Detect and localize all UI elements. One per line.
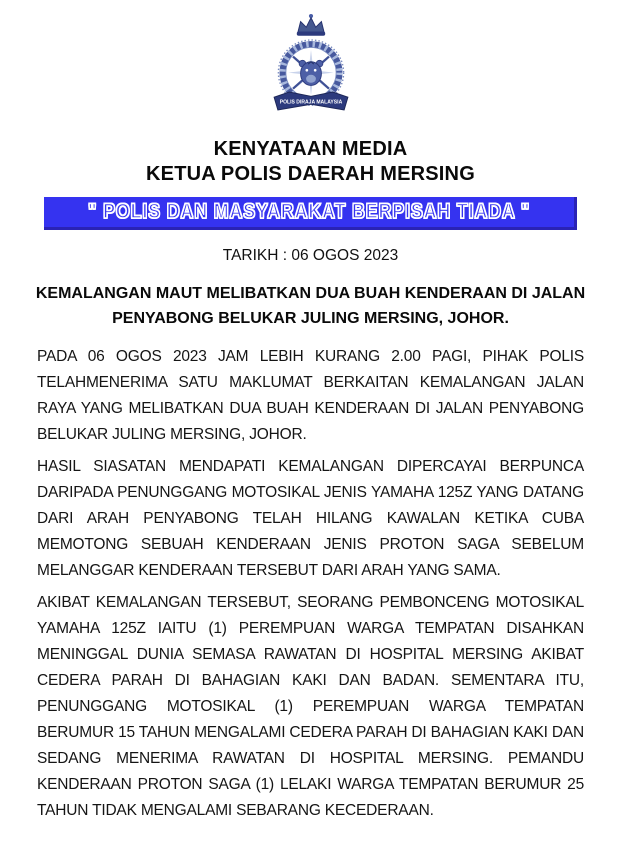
headline: KEMALANGAN MAUT MELIBATKAN DUA BUAH KENDERAAN DI JALAN PENYABONG BELUKAR JULING MERSING, JOHOR. [35,285,586,327]
motto-text: " POLIS DAN MASYARAKAT BERPISAH TIADA " [87,200,531,223]
title-block [0,137,621,187]
royal-malaysia-police-crest-logo [263,13,359,119]
ribbon-text: POLIS DIRAJA MALAYSIA [279,99,342,106]
paragraph-1: PADA 06 OGOS 2023 JAM LEBIH KURANG 2.00 PAGI, PIHAK POLIS TELAHMENERIMA SATU MAKLUMAT BERKAITAN KEMALANGAN JALAN RAYA YANG MELIBATKAN DUA BUAH KENDERAAN DI JALAN PENYABONG BELUKAR JULING MERSING, JOHOR. [37,348,584,443]
crown-icon [296,14,324,36]
paragraph-2: HASIL SIASATAN MENDAPATI KEMALANGAN DIPERCAYAI BERPUNCA DARIPADA PENUNGGANG MOTOSIKAL JENIS YAMAHA 125Z YANG DATANG DARI ARAH PENYABONG TELAH HILANG KAWALAN KETIKA CUBA MEMOTONG SEBUAH KENDERAAN JENIS PROTON SAGA SEBELUM MELANGGAR KENDERAAN TERSEBUT DARI ARAH YANG SAMA. [37,458,584,579]
motto-banner [44,197,577,230]
statement-title: KENYATAAN MEDIA [213,138,408,160]
date-line: TARIKH : 06 OGOS 2023 [222,247,399,264]
issuer-title: KETUA POLIS DAERAH MERSING [146,163,475,185]
statement-body [37,344,584,824]
paragraph-3: AKIBAT KEMALANGAN TERSEBUT, SEORANG PEMBONCENG MOTOSIKAL YAMAHA 125Z IAITU (1) PEREMPUAN WARGA TEMPATAN DISAHKAN MENINGGAL DUNIA SEMASA RAWATAN DI HOSPITAL MERSING AKIBAT CEDERA PARAH DI BAHAGIAN KAKI DAN BADAN. SEMENTARA ITU, PENUNGGANG MOTOSIKAL (1) PEREMPUAN WARGA TEMPATAN BERUMUR 15 TAHUN MENGALAMI CEDERA PARAH DI BAHAGIAN KAKI DAN SEDANG MENERIMA RAWATAN DI HOSPITAL MERSING. PEMANDU KENDERAAN PROTON SAGA (1) LELAKI WARGA TEMPATAN BERUMUR 25 TAHUN TIDAK MENGALAMI SEBARANG KECEDERAAN. [37,594,584,819]
logo-container [0,0,621,119]
